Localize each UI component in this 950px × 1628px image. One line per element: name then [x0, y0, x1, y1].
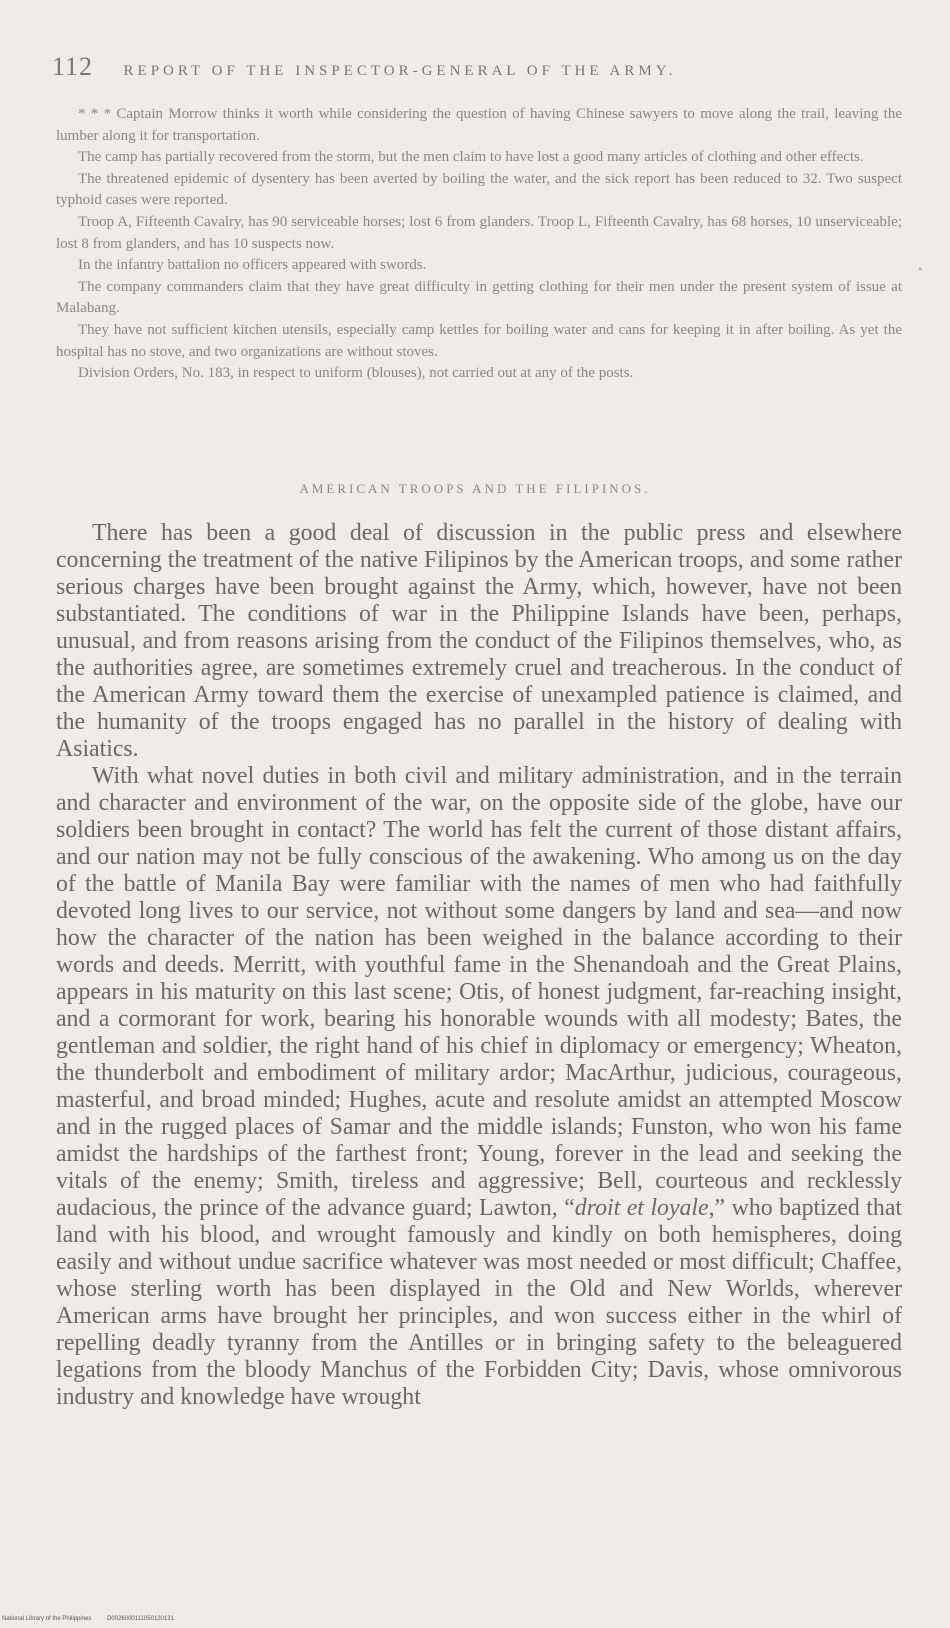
body-paragraph-2-continuation: ,” who baptized that land with his blood, and wrought famously and kindly on both hemispheres, doing easily and without undue sacrifice whatever was most needed or most difficult; Chaffee, whose sterling worth has been displayed in the Old and New Worlds, wherever American arms have brought her principles, and won success either in the whirl of repelling deadly tyranny from the Antilles or in bringing safety to the beleaguered legations from the bloody Manchus of the Forbidden City; Davis, whose omnivorous industry and knowledge have wrought — [56, 1195, 902, 1410]
excerpt-paragraph: The camp has partially recovered from the storm, but the men claim to have lost a good many articles of clothing and other effects. — [78, 149, 864, 166]
body-paragraph-2 — [56, 763, 902, 1411]
page-number: 112 — [52, 52, 94, 81]
running-header — [52, 52, 902, 82]
scan-identifier: D0026000111050120131 — [107, 1616, 174, 1622]
library-credit: National Library of the Philippines — [2, 1616, 92, 1622]
excerpt-paragraph: The threatened epidemic of dysentery has been averted by boiling the water, and the sick report has been reduced to 32. Two suspect typhoid cases were reported. — [56, 170, 902, 209]
excerpt-paragraph: In the infantry battalion no officers appeared with swords. — [78, 257, 427, 274]
margin-mark: • — [918, 262, 923, 276]
excerpt-paragraph: Troop A, Fifteenth Cavalry, has 90 serviceable horses; lost 6 from glanders. Troop L, Fifteenth Cavalry, has 68 horses, 10 unserviceable; lost 8 from glanders, and has 10 suspects now. — [56, 213, 902, 252]
section-heading: AMERICAN TROOPS AND THE FILIPINOS. — [299, 481, 651, 496]
excerpt-paragraph: The company commanders claim that they have great difficulty in getting clothing for their men under the present system of issue at Malabang. — [56, 278, 902, 317]
body-text — [56, 520, 902, 1411]
excerpt-paragraph: * * * Captain Morrow thinks it worth while considering the question of having Chinese sawyers to move along the trail, leaving the lumber along it for transportation. — [56, 106, 902, 144]
scan-footer — [2, 1616, 188, 1622]
italic-phrase: droit et loyale — [574, 1195, 709, 1221]
excerpt-paragraph: They have not sufficient kitchen utensils, especially camp kettles for boiling water and cans for keeping it in after boiling. As yet the hospital has no stove, and two organizations are without stoves. — [56, 321, 902, 360]
running-title: REPORT OF THE INSPECTOR-GENERAL OF THE ARMY. — [123, 63, 677, 79]
excerpt-paragraph: Division Orders, No. 183, in respect to uniform (blouses), not carried out at any of the posts. — [78, 365, 634, 382]
body-paragraph-1: There has been a good deal of discussion in the public press and elsewhere concerning the treatment of the native Filipinos by the American troops, and some rather serious charges have been brought against the Army, which, however, have not been substantiated. The conditions of war in the Philippine Islands have been, perhaps, unusual, and from reasons arising from the conduct of the Filipinos themselves, who, as the authorities agree, are sometimes extremely cruel and treacherous. In the conduct of the American Army toward them the exercise of unexampled patience is claimed, and the humanity of the troops engaged has no parallel in the history of dealing with Asiatics. — [56, 520, 902, 762]
report-excerpt — [56, 104, 902, 385]
body-paragraph-2-text: With what novel duties in both civil and military administration, and in the terrain and character and environment of the war, on the opposite side of the globe, have our soldiers been brought in contact? The world has felt the current of those distant affairs, and our nation may not be fully conscious of the awakening. Who among us on the day of the battle of Manila Bay were familiar with the names of men who had faithfully devoted long lives to our service, not without some dangers by land and sea—and now how the character of the nation has been weighed in the balance according to their words and deeds. Merritt, with youthful fame in the Shenandoah and the Great Plains, appears in his maturity on this last scene; Otis, of honest judgment, far-reaching insight, and a cormorant for work, bearing his honorable wounds with all modesty; Bates, the gentleman and soldier, the right hand of his chief in diplomacy or emergency; Wheaton, the thunderbolt and embodiment of military ardor; MacArthur, judicious, courageous, masterful, and broad minded; Hughes, acute and resolute amidst an attempted Moscow and in the rugged places of Samar and the middle islands; Funston, who won his fame amidst the hardships of the farthest front; Young, forever in the lead and seeking the vitals of the enemy; Smith, tireless and aggressive; Bell, courteous and recklessly audacious, the prince of the advance guard; Lawton, “ — [56, 763, 902, 1221]
